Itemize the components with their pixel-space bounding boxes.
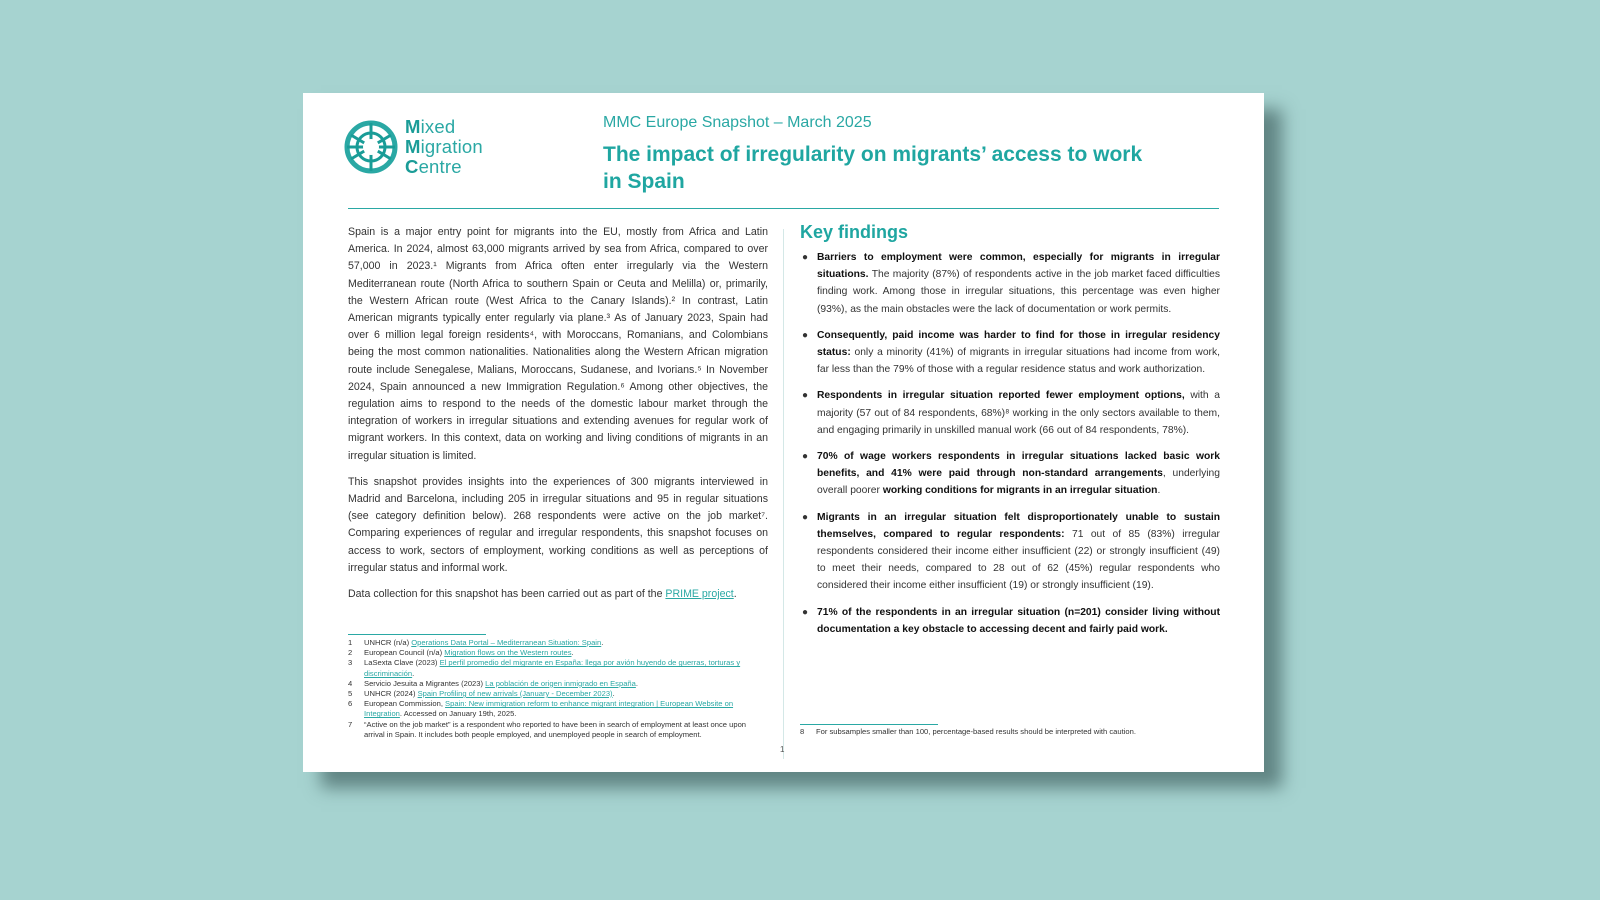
document-page [303, 93, 1264, 772]
key-findings-column [800, 222, 1220, 647]
list-item: ● Consequently, paid income was harder to find for those in irregular residency status: only a minority (41%) of migrants in irregular situations had income from work, far less than the 79% of those with a regular residence status and work authorization. [802, 329, 1220, 376]
list-item: ● 70% of wage workers respondents in irregular situations lacked basic work benefits, and 41% were paid through non-standard arrangements, underlying overall poorer working conditions for migrants in an irregular situation. [802, 451, 1221, 497]
footnote: 6 European Commission, Spain: New immigration reform to enhance migrant integration | European Website on Integration. Accessed on January 19th, 2025. [348, 699, 734, 719]
column-divider [783, 229, 784, 759]
footnote-link[interactable]: El perfil promedio del migrante en España: llega por avión huyendo de guerras, torturas y discriminación [364, 658, 741, 678]
footnote-link[interactable]: Spain: New immigration reform to enhance migrant integration | European Website on Integration [364, 699, 734, 719]
key-findings-list [800, 249, 1220, 638]
footnote-rule [348, 634, 486, 635]
page-title: The impact of irregularity on migrants’ access to work in Spain [603, 143, 1143, 193]
list-item: ● Respondents in irregular situation reported fewer employment options, with a majority (57 out of 84 respondents, 68%)⁸ working in the only sectors available to them, and engaging primarily in unskilled manual work (66 out of 84 respondents, 78%). [802, 390, 1220, 436]
mmc-circle-icon [341, 117, 401, 177]
intro-paragraph-3: Data collection for this snapshot has been carried out as part of the PRIME project. [348, 588, 737, 601]
footnote-link[interactable]: Spain Profiling of new arrivals (January - December 2023) [417, 689, 613, 699]
intro-column [348, 224, 768, 612]
mmc-logo [341, 117, 501, 181]
intro-paragraph-1: Spain is a major entry point for migrants into the EU, mostly from Africa and Latin America. In 2024, almost 63,000 migrants arrived by sea from Africa, compared to over 57,000 in 2023.¹ Migrants from Africa often enter irregularly via the Western Mediterranean route (North Africa to southern Spain or Ceuta and Melilla) or, primarily, the Western African route (West Africa to the Canary Islands).² In contrast, Latin American migrants typically enter regularly via plane.³ As of January 2023, Spain had over 6 million legal foreign residents⁴, with Moroccans, Romanians, and Colombians being the most common nationalities. Nationalities along the Western African migration route include Senegalese, Malians, Moroccans, Sudanese, and Ivorians.⁵ In November 2024, Spain announced a new Immigration Regulation.⁶ Among other objectives, the regulation aims to respond to the needs of the domestic labour market through the integration of workers in irregular situations and extending avenues for regular work of migrant workers. In this context, data on working and living conditions of migrants in an irregular situation is limited. [348, 226, 768, 462]
footnote-right: 8 For subsamples smaller than 100, percentage-based results should be interpreted with caution. [800, 727, 1136, 736]
header-divider [348, 208, 1219, 209]
snapshot-label: MMC Europe Snapshot – March 2025 [603, 114, 872, 131]
footnote-rule [800, 724, 938, 725]
page-number: 1 [780, 745, 785, 754]
list-item: ● Migrants in an irregular situation felt disproportionately unable to sustain themselves, compared to regular respondents: 71 out of 85 (83%) irregular respondents considered their income either insufficient (22) or strongly insufficient (49) to meet their needs, compared to 28 out of 62 (45%) regular respondents who considered their income either insufficient (19) or strongly insufficient (19). [802, 511, 1220, 592]
footnote: 3 LaSexta Clave (2023) El perfil promedio del migrante en España: llega por avión huyendo de guerras, torturas y discriminación. [348, 658, 741, 678]
intro-paragraph-2: This snapshot provides insights into the experiences of 300 migrants interviewed in Madrid and Barcelona, including 205 in irregular situations and 95 in regular situations (see category definition below). 268 respondents were active on the job market⁷. Comparing experiences of regular and irregular respondents, this snapshot focuses on access to work, sectors of employment, working conditions as well as perceptions of irregular status and informal work. [348, 475, 768, 574]
logo-wordmark: Mixed Migration Centre [405, 116, 483, 177]
footnote: 2 European Council (n/a) Migration flows on the Western routes. [348, 648, 574, 658]
footnote: 5 UNHCR (2024) Spain Profiling of new arrivals (January - December 2023). [348, 689, 615, 699]
key-findings-heading: Key findings [800, 222, 909, 242]
footnote-link[interactable]: Migration flows on the Western routes [444, 648, 572, 658]
footnote: 1 UNHCR (n/a) Operations Data Portal – Mediterranean Situation: Spain. [348, 638, 604, 647]
footnote-link[interactable]: Operations Data Portal – Mediterranean Situation: Spain [411, 638, 602, 647]
footnote: 7 “Active on the job market” is a respondent who reported to have been in search of employment at least once upon arrival in Spain. It includes both people employed, and unemployed people in search of employment. [348, 719, 747, 739]
footnote-link[interactable]: La población de origen inmigrado en España [485, 678, 636, 688]
list-item: ● Barriers to employment were common, especially for migrants in irregular situations. The majority (87%) of respondents active in the job market faced difficulties finding work. Among those in irregular situations, this percentage was even higher (93%), as the main obstacles were the lack of documentation or work permits. [802, 252, 1220, 315]
footnotes-left [348, 638, 768, 740]
prime-project-link[interactable]: PRIME project [665, 588, 734, 601]
footnote: 4 Servicio Jesuita a Migrantes (2023) La población de origen inmigrado en España. [348, 678, 638, 688]
list-item: ● 71% of the respondents in an irregular situation (n=201) consider living without documentation a key obstacle to accessing decent and fairly paid work. [802, 606, 1220, 635]
